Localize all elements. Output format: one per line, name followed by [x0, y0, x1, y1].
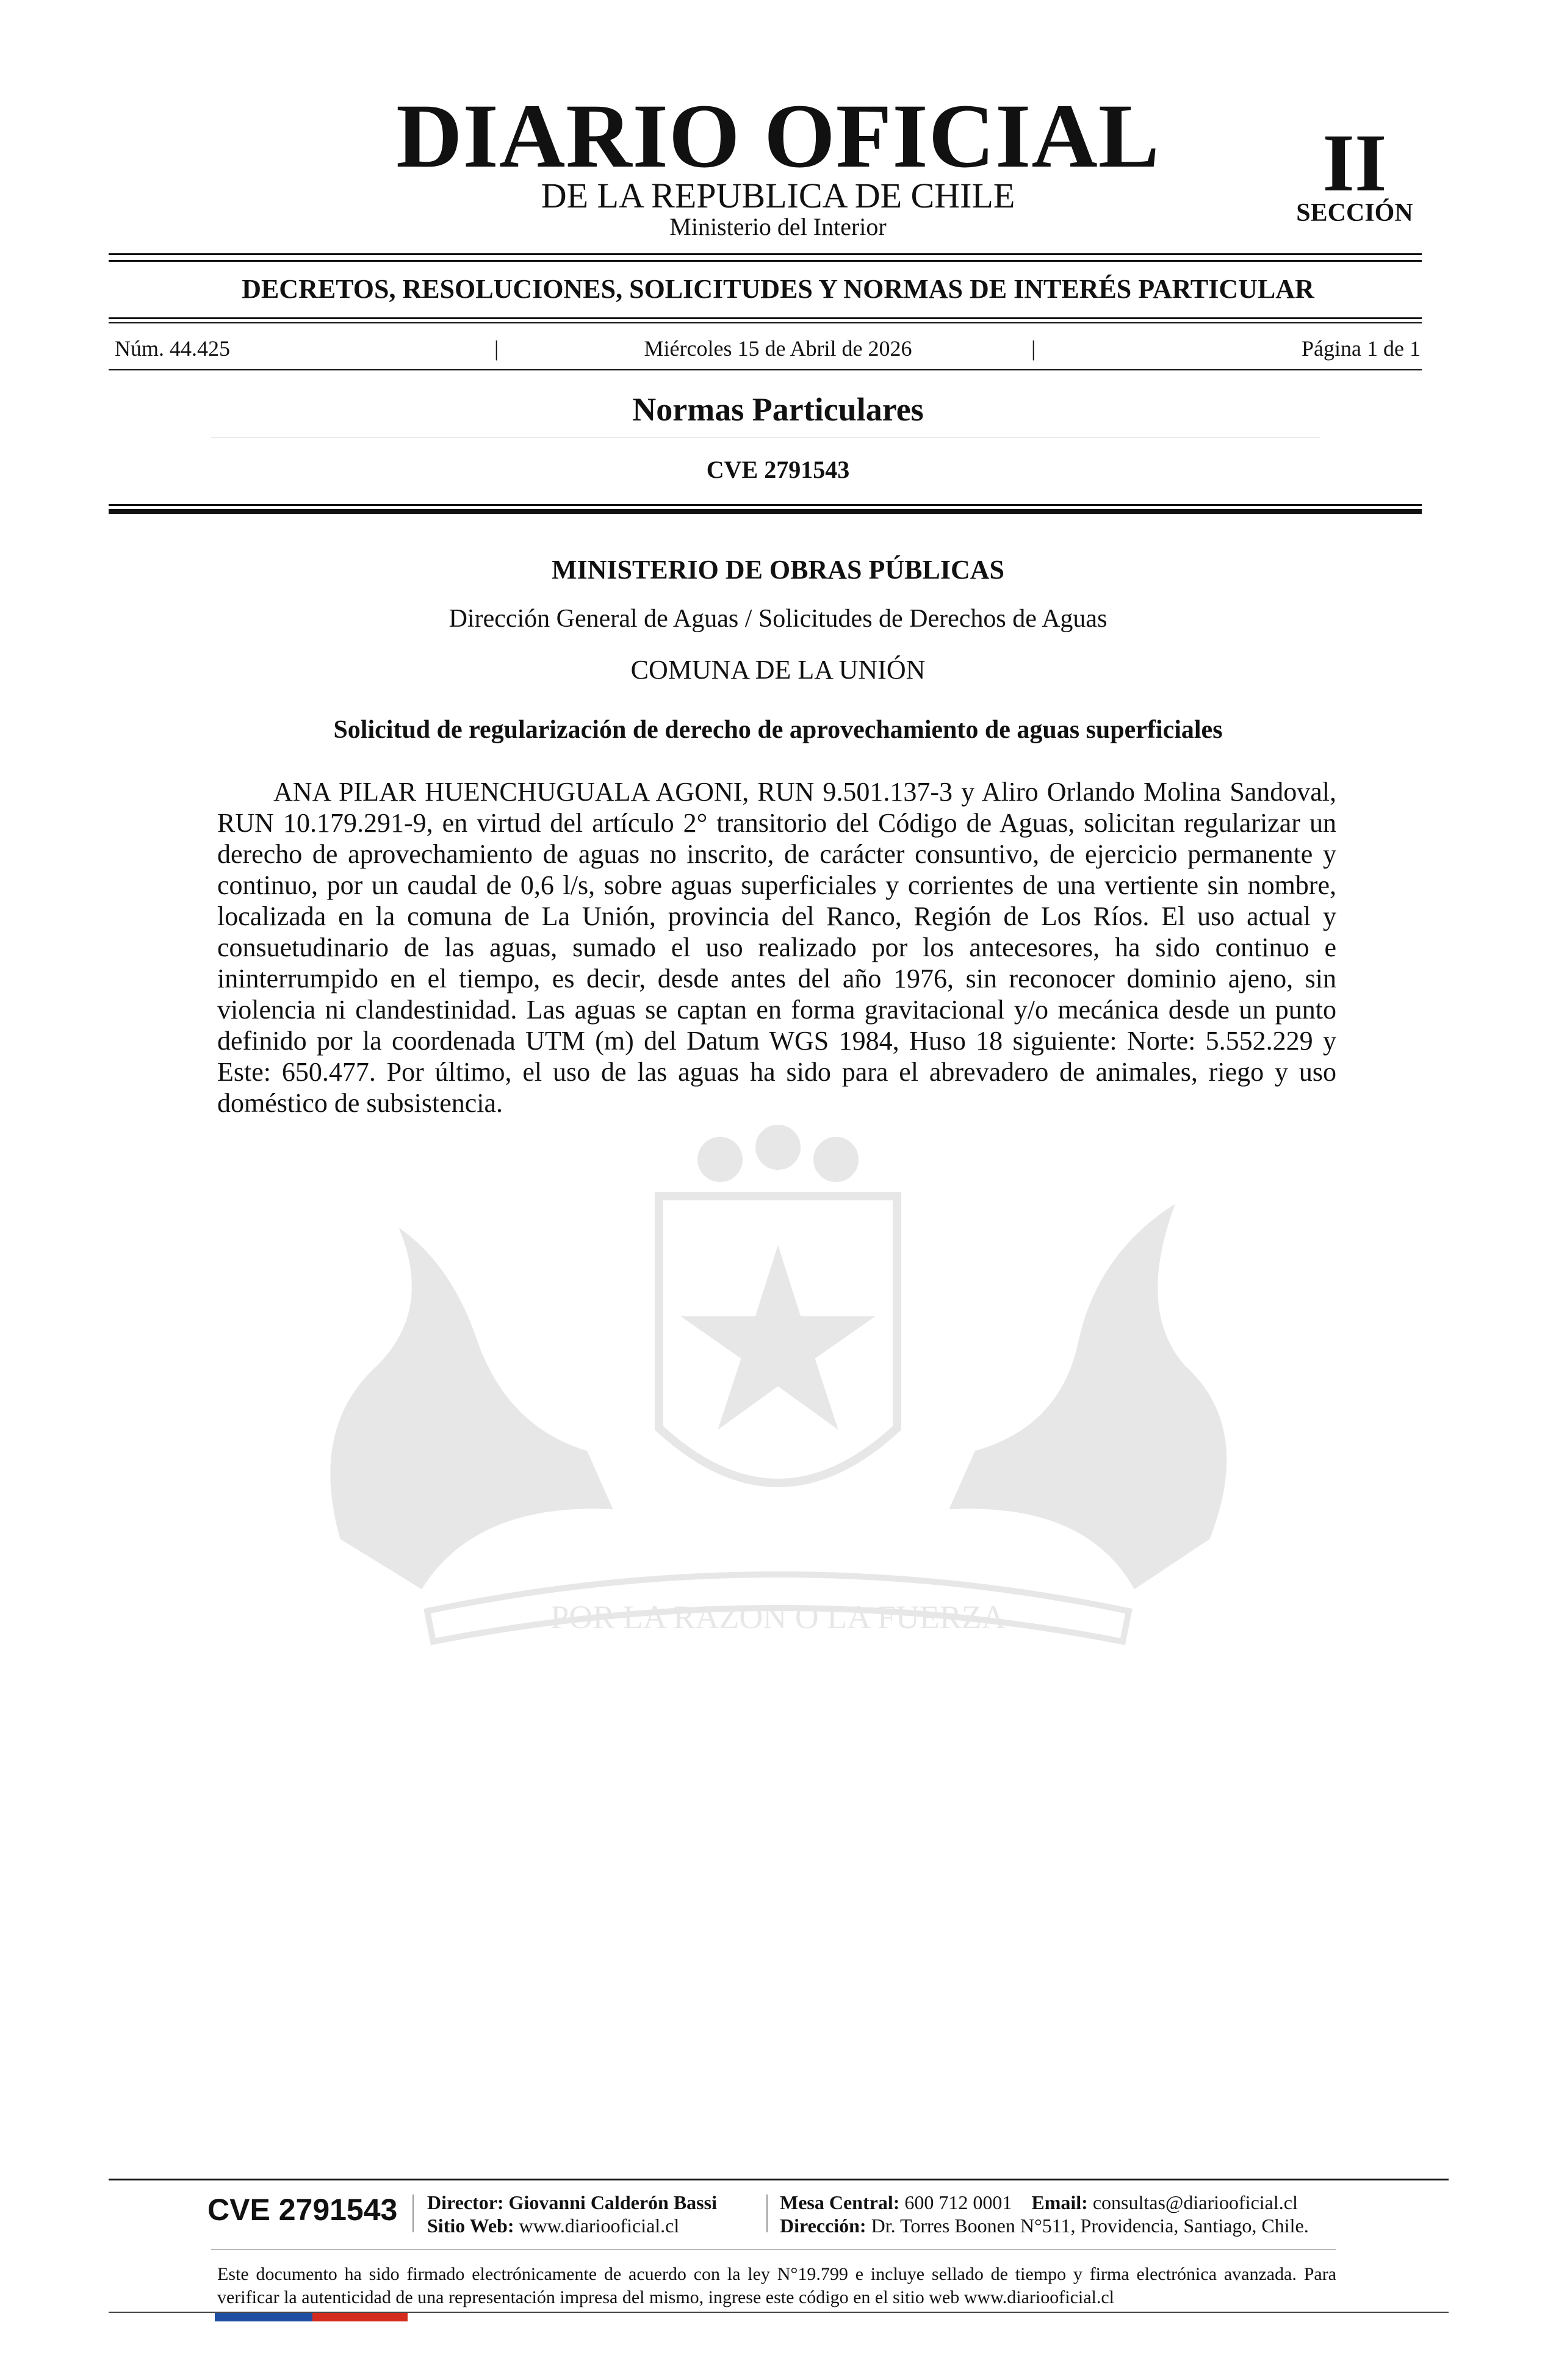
address-value: Dr. Torres Boonen N°511, Providencia, Santiago, Chile. — [871, 2215, 1309, 2237]
watermark-motto: POR LA RAZON O LA FUERZA — [550, 1599, 1006, 1635]
email-label: Email: — [1031, 2191, 1088, 2213]
website-link[interactable]: www.diariooficial.cl — [519, 2215, 680, 2237]
phone-number: 600 712 0001 — [904, 2191, 1012, 2213]
footer-director-block — [427, 2191, 717, 2237]
masthead-title: DIARIO OFICIAL — [396, 85, 1160, 187]
footer-rule-mid — [211, 2249, 1336, 2250]
header-rule-top — [109, 253, 1422, 255]
document-title: Solicitud de regularización de derecho de aprovechamiento de aguas superficiales — [333, 716, 1223, 744]
cve-rule — [109, 504, 1422, 506]
document-commune: COMUNA DE LA UNIÓN — [630, 655, 926, 685]
footer-rule-top — [109, 2179, 1449, 2180]
section-number: II — [1322, 118, 1387, 209]
issue-rule — [109, 369, 1422, 370]
header-rule-bottom-2 — [109, 322, 1422, 323]
document-ministry: MINISTERIO DE OBRAS PÚBLICAS — [551, 555, 1005, 585]
header-rule-top-2 — [109, 260, 1422, 262]
flag-stripe-blue — [215, 2313, 312, 2321]
footer-legal-note: Este documento ha sido firmado electrónicamente de acuerdo con la ley N°19.799 e incluye sellado de tiempo y firma electrónica avanzada. Para verificar la autenticidad de una representación impresa del mismo, ingrese este código en el sitio web www.diariooficial.cl — [217, 2264, 1336, 2307]
director-label: Director: — [427, 2191, 504, 2213]
document-direction: Dirección General de Aguas / Solicitudes de Derechos de Aguas — [448, 605, 1108, 633]
footer-cve: CVE 2791543 — [207, 2193, 398, 2227]
issue-date: Miércoles 15 de Abril de 2026 — [644, 336, 912, 361]
issue-separator: | — [494, 336, 499, 361]
document-body: ANA PILAR HUENCHUGUALA AGONI, RUN 9.501.137-3 y Aliro Orlando Molina Sandoval, RUN 10.179.291-9, en virtud del artículo 2° transitorio del Código de Aguas, solicitan regularizar un derecho de aprovechamiento de aguas no inscrito, de carácter consuntivo, de ejercicio permanente y continuo, por un caudal de 0,6 l/s, sobre aguas superficiales y corrientes de una vertiente sin nombre, localizada en la comuna de La Unión, provincia del Ranco, Región de Los Ríos. El uso actual y consuetudinario de las aguas, sumado el uso realizado por los antecesores, ha sido continuo e ininterrumpido en el tiempo, es decir, desde antes del año 1976, sin reconocer dominio ajeno, sin violencia ni clandestinidad. Las aguas se captan en forma gravitacional y/o mecánica desde un punto definido por la coordenada UTM (m) del Datum WGS 1984, Huso 18 siguiente: Norte: 5.552.229 y Este: 650.477. Por último, el uso de las aguas ha sido para el abrevadero de animales, riego y uso doméstico de subsistencia. — [217, 777, 1336, 1118]
cve-code: CVE 2791543 — [706, 456, 850, 483]
issue-separator: | — [1031, 336, 1036, 361]
header-rule-bottom — [109, 317, 1422, 319]
masthead-ministry: Ministerio del Interior — [669, 213, 887, 240]
section-title: Normas Particulares — [632, 391, 924, 428]
address-label: Dirección: — [780, 2215, 866, 2237]
masthead-subtitle: DE LA REPUBLICA DE CHILE — [541, 176, 1015, 215]
director-name: Giovanni Calderón Bassi — [508, 2191, 717, 2213]
cve-rule-thick — [109, 509, 1422, 514]
header-band: DECRETOS, RESOLUCIONES, SOLICITUDES Y NORMAS DE INTERÉS PARTICULAR — [242, 274, 1314, 304]
footer-divider — [766, 2194, 768, 2232]
website-label: Sitio Web: — [427, 2215, 514, 2237]
coat-of-arms-icon — [220, 1111, 1336, 1660]
section-label: SECCIÓN — [1296, 199, 1413, 227]
email-link[interactable]: consultas@diariooficial.cl — [1092, 2191, 1298, 2213]
phone-label: Mesa Central: — [780, 2191, 900, 2213]
footer-divider — [412, 2194, 414, 2232]
flag-stripe-red — [312, 2313, 408, 2321]
footer-contact-block — [780, 2191, 1309, 2237]
issue-page: Página 1 de 1 — [1302, 336, 1421, 361]
issue-number: Núm. 44.425 — [115, 336, 230, 361]
